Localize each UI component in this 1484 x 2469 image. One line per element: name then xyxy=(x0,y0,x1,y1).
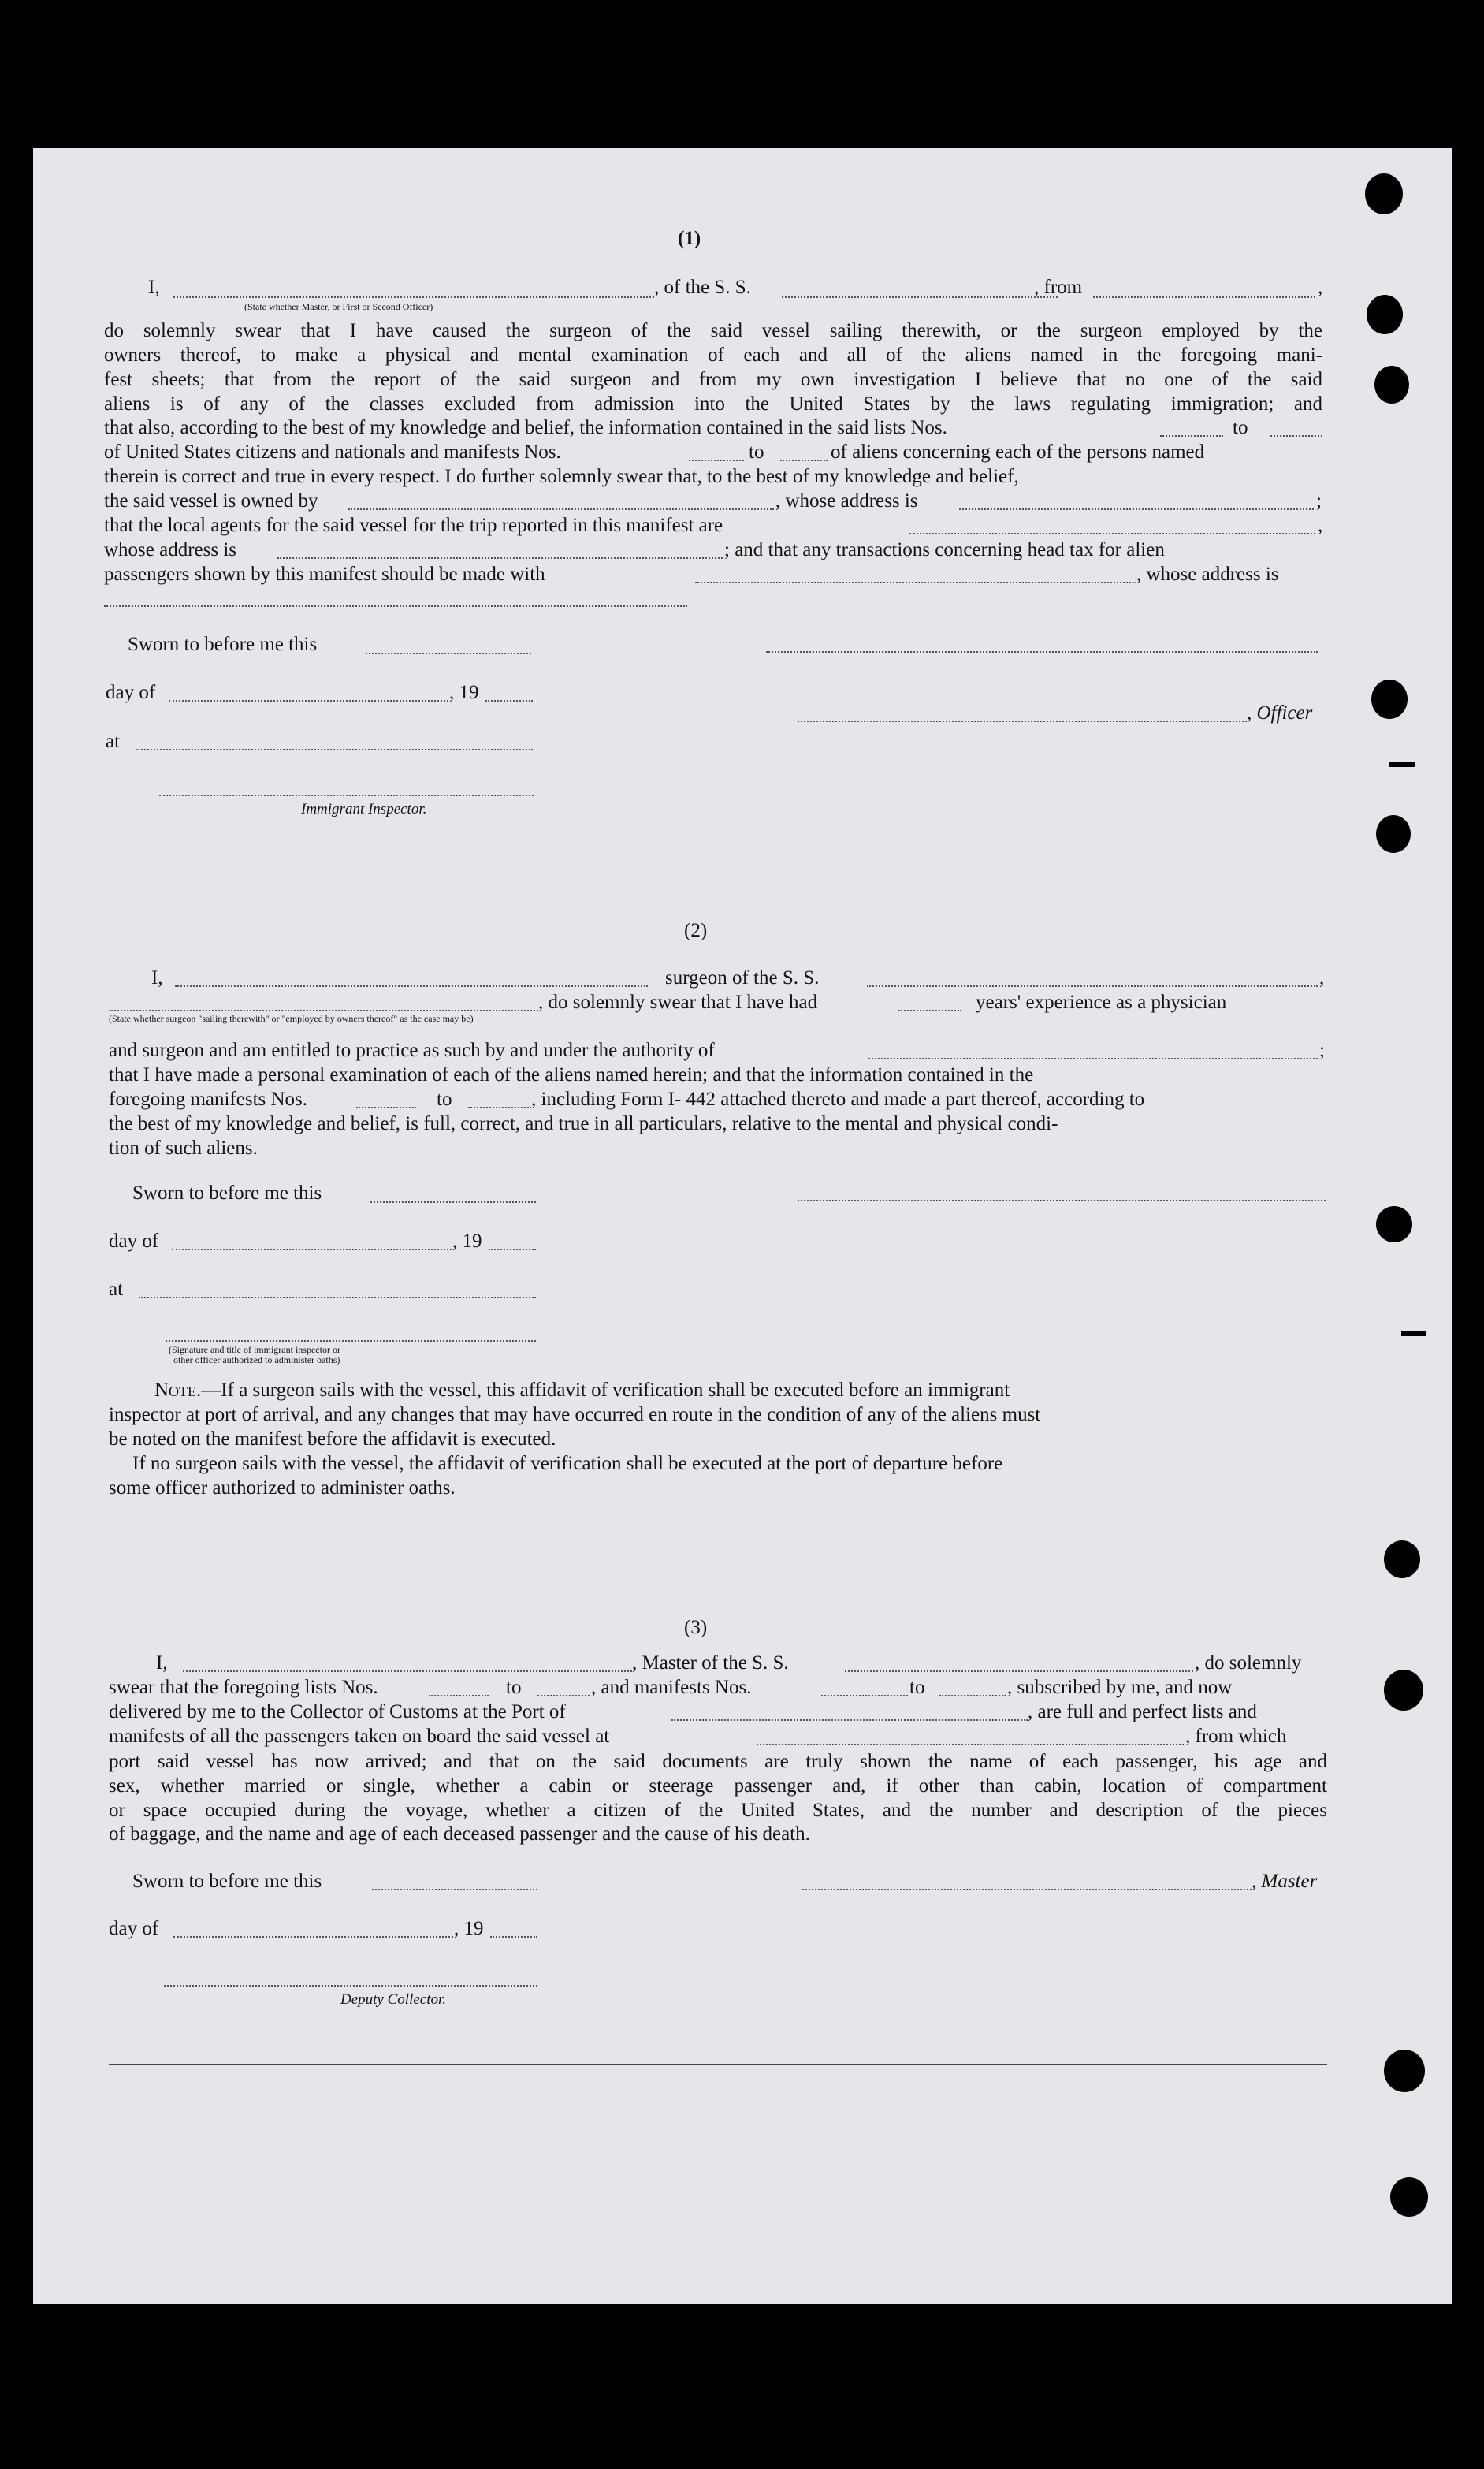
s1-head-tax-agent-blank xyxy=(695,582,1136,583)
s1-para-line-10: whose address is xyxy=(104,539,237,560)
s1-para-line-2: owners thereof, to make a physical and mental examination of each and all of the aliens named in the foregoing mani- xyxy=(104,344,1322,366)
s1-officer-title-blank xyxy=(798,721,1247,722)
s2-line1-end: , xyxy=(1319,967,1325,989)
s3-year-blank xyxy=(490,1936,537,1938)
margin-mark xyxy=(1389,762,1415,767)
binder-hole xyxy=(1365,173,1403,214)
s3-line4a: manifests of all the passengers taken on board the said vessel at xyxy=(109,1726,610,1747)
s3-line4b: , from which xyxy=(1185,1726,1287,1747)
s1-para-line-1: do solemnly swear that I have caused the surgeon of the said vessel sailing therewith, or the surgeon employed by the xyxy=(104,320,1322,341)
s1-owner-blank xyxy=(348,508,774,510)
s1-officer-note: (State whether Master, or First or Second Officer) xyxy=(244,301,433,312)
s2-line7: tion of such aliens. xyxy=(109,1138,258,1159)
s3-lists-from-blank xyxy=(429,1695,489,1696)
s1-oath-paragraph xyxy=(104,318,1322,416)
s3-collector-signature-blank xyxy=(164,1985,537,1987)
s1-para-line-4: aliens is of any of the classes excluded from admission into the United States by the laws regulating immigration; and xyxy=(104,393,1322,415)
s1-at-place-blank xyxy=(136,749,533,750)
s3-collector-label: Deputy Collector. xyxy=(340,1991,447,2008)
s2-day-of-label: day of xyxy=(109,1231,159,1252)
s3-line3b: , are full and perfect lists and xyxy=(1028,1701,1257,1722)
s2-line6: the best of my knowledge and belief, is full, correct, and true in all particulars, relative to the mental and physical condi- xyxy=(109,1113,1058,1134)
s3-line2c: , subscribed by me, and now xyxy=(1007,1677,1233,1698)
s1-lists-to: to xyxy=(1233,417,1248,438)
s1-line8-end: ; xyxy=(1316,490,1322,512)
s2-authority-blank xyxy=(868,1058,1318,1059)
s1-from-port-blank xyxy=(1093,296,1315,298)
s2-note-line-1 xyxy=(154,1379,1010,1402)
s2-years-blank xyxy=(898,1010,961,1011)
s3-lists-to-blank xyxy=(537,1695,590,1696)
s1-lists-from-blank xyxy=(1160,435,1223,437)
bottom-rule xyxy=(109,2064,1327,2065)
s2-note-p2-line-2: some officer authorized to administer oaths. xyxy=(109,1477,456,1499)
s2-line3: and surgeon and am entitled to practice as such by and under the authority of xyxy=(109,1040,715,1061)
s1-officer-name-blank xyxy=(173,296,654,298)
binder-hole xyxy=(1390,2177,1428,2217)
s3-manifests-from-blank xyxy=(821,1695,908,1696)
s2-month-blank xyxy=(172,1249,452,1250)
s2-at-label: at xyxy=(109,1279,124,1300)
s1-para-line-8: the said vessel is owned by xyxy=(104,490,318,512)
s3-day-of-label: day of xyxy=(109,1918,159,1939)
s2-surgeon-of-label: surgeon of the S. S. xyxy=(665,967,820,989)
s1-i-label: I, xyxy=(148,277,160,298)
binder-hole xyxy=(1376,1206,1412,1242)
s3-manifests-to-blank xyxy=(939,1695,1006,1696)
s1-of-aliens-text: of aliens concerning each of the persons named xyxy=(831,441,1205,463)
s1-sworn-label: Sworn to before me this xyxy=(128,634,318,655)
s3-port-blank xyxy=(671,1719,1028,1721)
s1-head-tax-text: ; and that any transactions concerning head tax for alien xyxy=(724,539,1165,560)
s2-inspector-signature-blank xyxy=(166,1340,536,1342)
s1-year-label: , 19 xyxy=(449,682,479,703)
s1-head-tax-address-label: , whose address is xyxy=(1136,564,1279,585)
s1-agents-blank xyxy=(909,533,1315,534)
s3-master-name-blank xyxy=(183,1670,632,1672)
s3-line3a: delivered by me to the Collector of Customs at the Port of xyxy=(109,1701,566,1722)
binder-hole xyxy=(1384,2050,1425,2092)
s1-officer-label: , Officer xyxy=(1247,702,1313,724)
s3-para-line-3: or space occupied during the voyage, whether a citizen of the United States, and the number and description of the pieces xyxy=(109,1800,1327,1821)
s1-para-line-6: of United States citizens and nationals and manifests Nos. xyxy=(104,441,561,463)
section-1-number: (1) xyxy=(678,228,701,249)
s1-manifests-from-blank xyxy=(689,460,744,461)
s1-agents-address-blank xyxy=(277,557,723,559)
s3-departure-port-blank xyxy=(757,1744,1184,1745)
s2-status-note: (State whether surgeon "sailing therewith" or "employed by owners thereof" as the case may be) xyxy=(109,1013,474,1024)
s2-surgeon-signature-blank xyxy=(798,1200,1326,1201)
s2-at-place-blank xyxy=(139,1297,536,1298)
s1-line1-end: , xyxy=(1318,277,1323,298)
s1-para-line-3: fest sheets; that from the report of the said surgeon and from my own investigation I believe that no one of the said xyxy=(104,369,1322,390)
binder-hole xyxy=(1384,1540,1420,1578)
s2-note-p1-line-1: —If a surgeon sails with the vessel, this affidavit of verification shall be executed before an immigrant xyxy=(201,1380,1010,1401)
s3-do-solemnly: , do solemnly xyxy=(1195,1652,1302,1674)
s2-years-text: years' experience as a physician xyxy=(976,992,1227,1013)
s3-master-label: , Master xyxy=(1252,1871,1318,1892)
s2-note-p1-line-3: be noted on the manifest before the affidavit is executed. xyxy=(109,1428,556,1450)
margin-mark xyxy=(1401,1331,1426,1336)
s2-manifests-to-blank xyxy=(468,1107,531,1108)
s1-year-blank xyxy=(485,700,533,702)
s1-from-label: , from xyxy=(1034,277,1083,298)
s1-at-label: at xyxy=(106,731,121,752)
s3-para-line-1: port said vessel has now arrived; and that on the said documents are truly shown the name of each passenger, his age and xyxy=(109,1751,1327,1772)
s1-owner-address-blank xyxy=(959,508,1314,510)
s1-lists-to-blank xyxy=(1270,435,1322,437)
s2-i-label: I, xyxy=(151,967,163,989)
s2-sworn-day-blank xyxy=(370,1201,536,1203)
s3-line2a: swear that the foregoing lists Nos. xyxy=(109,1677,378,1698)
s2-sworn-label: Sworn to before me this xyxy=(132,1182,322,1204)
section-2-number: (2) xyxy=(684,920,708,941)
s2-year-blank xyxy=(489,1249,536,1250)
s3-para-line-4: of baggage, and the name and age of each deceased passenger and the cause of his death. xyxy=(109,1823,810,1845)
s2-note-label: Note. xyxy=(154,1380,202,1401)
s2-line5b: , including Form I- 442 attached thereto and made a part thereof, according to xyxy=(531,1089,1145,1110)
s1-para-line-11: passengers shown by this manifest should be made with xyxy=(104,564,545,585)
s2-sailing-status-blank xyxy=(109,1010,538,1011)
s3-oath-paragraph xyxy=(109,1749,1327,1823)
s1-day-of-label: day of xyxy=(106,682,156,703)
binder-hole xyxy=(1367,295,1403,334)
s1-head-tax-address-blank xyxy=(104,605,687,607)
s3-line2b: , and manifests Nos. xyxy=(591,1677,752,1698)
s2-line3-end: ; xyxy=(1319,1040,1325,1061)
s1-inspector-signature-blank xyxy=(159,795,534,796)
s2-line5a: foregoing manifests Nos. xyxy=(109,1089,308,1110)
s3-ship-name-blank xyxy=(845,1670,1193,1672)
s1-sworn-day-blank xyxy=(366,653,531,654)
s1-line9-end: , xyxy=(1318,515,1323,536)
manifest-affidavit-page xyxy=(33,148,1452,2304)
s3-sworn-label: Sworn to before me this xyxy=(132,1871,322,1892)
binder-hole xyxy=(1384,1670,1423,1711)
s3-para-line-2: sex, whether married or single, whether a cabin or steerage passenger and, if other than cabin, location of compartment xyxy=(109,1775,1327,1797)
s2-line4: that I have made a personal examination of each of the aliens named herein; and that the information contained in the xyxy=(109,1064,1034,1086)
section-3-number: (3) xyxy=(684,1617,708,1638)
binder-hole xyxy=(1376,815,1411,853)
s3-line2-to-1: to xyxy=(506,1677,522,1698)
s1-manifests-to-blank xyxy=(780,460,828,461)
s2-ship-name-blank xyxy=(867,985,1318,987)
s2-swear-text: , do solemnly swear that I have had xyxy=(538,992,818,1013)
s1-month-blank xyxy=(169,700,448,702)
s2-note-p1-line-2: inspector at port of arrival, and any changes that may have occurred en route in the condition of any of the aliens must xyxy=(109,1404,1041,1425)
s1-owner-address-label: , whose address is xyxy=(775,490,918,512)
s3-month-blank xyxy=(173,1936,453,1938)
s1-inspector-label: Immigrant Inspector. xyxy=(301,801,427,817)
s2-signature-note-1: (Signature and title of immigrant inspector or xyxy=(169,1344,340,1355)
s2-manifests-from-blank xyxy=(356,1107,416,1108)
s1-officer-signature-blank xyxy=(766,651,1318,653)
binder-hole xyxy=(1371,680,1408,719)
s1-para-line-9: that the local agents for the said vessel for the trip reported in this manifest are xyxy=(104,515,723,536)
s2-note-p2-line-1: If no surgeon sails with the vessel, the affidavit of verification shall be executed at the port of departure before xyxy=(132,1453,1003,1474)
s2-surgeon-name-blank xyxy=(175,985,648,987)
s1-para-line-7: therein is correct and true in every respect. I do further solemnly swear that, to the best of my knowledge and belief, xyxy=(104,466,1019,487)
s1-para-line-5: that also, according to the best of my knowledge and belief, the information contained in the said lists Nos. xyxy=(104,417,947,438)
s1-ship-name-blank xyxy=(782,296,1058,298)
s3-master-signature-blank xyxy=(802,1889,1252,1890)
s3-i-label: I, xyxy=(156,1652,168,1674)
s3-sworn-day-blank xyxy=(372,1889,537,1890)
s2-line5-to: to xyxy=(437,1089,452,1110)
s2-signature-note-2: other officer authorized to administer oaths) xyxy=(173,1354,340,1365)
s3-year-label: , 19 xyxy=(454,1918,484,1939)
s1-of-ss-label: , of the S. S. xyxy=(654,277,751,298)
s3-master-of-label: , Master of the S. S. xyxy=(632,1652,789,1674)
s3-line2-to-2: to xyxy=(909,1677,925,1698)
s1-manifests-to: to xyxy=(749,441,764,463)
s2-year-label: , 19 xyxy=(452,1231,482,1252)
binder-hole xyxy=(1374,366,1409,404)
